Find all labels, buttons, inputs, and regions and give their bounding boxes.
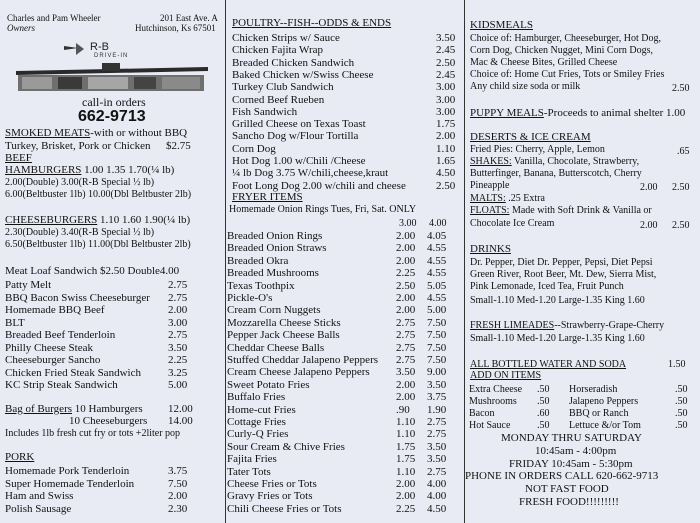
item-price-small: 2.25 (396, 502, 416, 515)
item-price: 3.00 (168, 316, 188, 329)
list-item (226, 416, 462, 428)
item-name: Tater Tots (227, 465, 271, 478)
addon-name: Hot Sauce (469, 420, 511, 431)
item-price-small: 2.00 (396, 391, 416, 404)
list-item (232, 106, 458, 118)
item-price: 2.00 (168, 490, 188, 502)
list-item (5, 465, 188, 477)
item-price: 3.00 (436, 93, 456, 106)
list-item (5, 502, 188, 515)
addon-price: .50 (537, 384, 550, 395)
beef-heading: BEEF (5, 152, 32, 164)
addon-price: .50 (537, 420, 550, 431)
item-price-small: 2.75 (396, 354, 416, 366)
item-name: Cheese Fries or Tots (227, 478, 317, 490)
list-item (226, 292, 462, 304)
list-item (226, 304, 462, 316)
bottled-price: 1.50 (668, 359, 686, 370)
item-price-large: 3.75 (427, 391, 447, 404)
puppy-meals-line: PUPPY MEALS-Proceeds to animal shelter 1.00 (470, 107, 686, 119)
item-price-large: 3.50 (427, 453, 447, 466)
item-price-small: 2.75 (396, 329, 416, 342)
item-name: Cheddar Cheese Balls (227, 341, 325, 354)
drinks-heading: DRINKS (470, 243, 511, 255)
list-item (226, 242, 462, 254)
smoked-meats-price: $2.75 (166, 140, 191, 152)
item-name: Sancho Dog w/Flour Tortilla (232, 130, 359, 143)
item-name: Stuffed Cheddar Jalapeno Peppers (227, 354, 379, 366)
item-name: Breaded Okra (227, 254, 289, 267)
bag-price2: 14.00 (168, 415, 193, 427)
list-item (226, 441, 462, 453)
item-price-large: 7.50 (427, 341, 447, 354)
item-price-small: 3.50 (396, 366, 416, 379)
item-name: Ham and Swiss (5, 490, 74, 502)
item-name: Gravy Fries or Tots (227, 490, 313, 503)
list-item (226, 428, 462, 440)
list-item (232, 155, 458, 167)
drinks-sizes: Small-1.10 Med-1.20 Large-1.35 King 1.60 (470, 295, 645, 306)
hamburgers-line1: HAMBURGERS 1.00 1.35 1.70(¼ lb) (5, 164, 175, 176)
item-price-small: 1.10 (396, 416, 416, 428)
item-price-large: 4.55 (427, 242, 447, 255)
list-item (465, 384, 700, 396)
item-name: Buffalo Fries (227, 391, 286, 404)
item-price-small: 2.00 (396, 304, 416, 317)
list-item (226, 267, 462, 279)
list-item (5, 354, 188, 366)
bag-of-burgers-line1: Bag of Burgers 10 Hamburgers (5, 403, 143, 415)
item-price: 3.75 (168, 465, 188, 477)
item-name: Pickle-O's (227, 292, 273, 304)
item-name: Breaded Beef Tenderloin (5, 329, 116, 341)
item-name: Philly Cheese Steak (5, 341, 93, 354)
item-price: 2.00 (436, 130, 456, 143)
fryer-first-price1: 3.00 (399, 218, 417, 229)
item-price-large: 7.50 (427, 316, 447, 329)
addon-price: .50 (675, 408, 688, 419)
smoked-meats-line: Turkey, Brisket, Pork or Chicken (5, 140, 151, 152)
item-name: Breaded Onion Rings (227, 230, 323, 242)
hours-line2: 10:45am - 4:00pm (535, 445, 617, 457)
list-item (226, 391, 462, 403)
list-item (232, 94, 458, 106)
kids-line1: Choice of: Hamburger, Cheeseburger, Hot Dog, (470, 33, 662, 44)
not-fast-food: NOT FAST FOOD (525, 483, 609, 495)
list-item (5, 304, 188, 316)
item-name: Breaded Mushrooms (227, 267, 319, 280)
item-price-large: 3.50 (427, 378, 447, 391)
addon-name: Bacon (469, 408, 495, 419)
item-price-small: 2.00 (396, 242, 416, 255)
item-price-small: 2.75 (396, 316, 416, 329)
item-price: 2.50 (436, 179, 456, 192)
cheeseburgers-line2: 2.30(Double) 3.40(R-B Special ½ lb) (5, 227, 155, 238)
addon-name: Lettuce &/or Tom (569, 420, 641, 431)
item-name: Curly-Q Fries (227, 428, 289, 441)
list-item (5, 490, 188, 502)
drinks-line1: Dr. Pepper, Diet Dr. Pepper, Pepsi, Diet Pepsi (470, 257, 653, 268)
item-price-large: 4.00 (427, 478, 447, 490)
item-price-small: 2.00 (396, 254, 416, 267)
fryer-note: Homemade Onion Rings Tues, Fri, Sat. ONLY (229, 204, 417, 215)
address-line1: 201 East Ave. A (160, 13, 218, 23)
item-price-large: 7.50 (427, 329, 447, 342)
list-item (232, 44, 458, 56)
list-item (226, 317, 462, 329)
item-name: Corned Beef Rueben (232, 93, 325, 106)
list-item (232, 143, 458, 155)
shakes-line2: Butterfinger, Banana, Butterscotch, Cherry (470, 168, 642, 179)
item-name: ¼ lb Dog 3.75 W/chili,cheese,kraut (232, 167, 389, 180)
item-name: Grilled Cheese on Texas Toast (232, 118, 366, 131)
addon-price: .50 (675, 384, 688, 395)
item-name: KC Strip Steak Sandwich (5, 379, 118, 391)
shakes-price1: 2.00 (640, 182, 658, 193)
cheeseburgers-line1: CHEESEBURGERS 1.10 1.60 1.90(¼ lb) (5, 214, 191, 226)
list-item (226, 366, 462, 378)
item-price: 2.00 (168, 304, 188, 316)
addon-price: .50 (537, 396, 550, 407)
item-name: Chicken Strips w/ Sauce (232, 32, 340, 44)
hamburgers-line2: 2.00(Double) 3.00(R-B Special ½ lb) (5, 177, 155, 188)
item-name: Hot Dog 1.00 w/Chili /Cheese (232, 155, 366, 167)
item-name: Sweet Potato Fries (227, 378, 310, 391)
item-price: 1.65 (436, 155, 456, 167)
item-name: Cream Cheese Jalapeno Peppers (227, 366, 370, 379)
fresh-food: FRESH FOOD!!!!!!!!! (519, 496, 619, 508)
bottled-heading: ALL BOTTLED WATER AND SODA (470, 359, 627, 370)
meat-loaf-line: Meat Loaf Sandwich $2.50 Double4.00 (5, 265, 180, 277)
owners-label: Owners (7, 23, 36, 33)
limeades-sizes: Small-1.10 Med-1.20 Large-1.35 King 1.60 (470, 333, 645, 344)
list-item (5, 341, 188, 354)
item-name: Fish Sandwich (232, 105, 298, 118)
shakes-line3: Pineapple (470, 180, 510, 191)
call-in-label: call-in orders (82, 95, 146, 109)
kidsmeals-heading: KIDSMEALS (470, 19, 533, 31)
item-name: Mozzarella Cheese Sticks (227, 316, 341, 329)
drinks-line2: Green River, Root Beer, Mt. Dew, Sierra Mist, (470, 269, 657, 280)
kids-line5: Any child size soda or milk (470, 81, 581, 92)
list-item (232, 180, 458, 192)
list-item (465, 408, 700, 420)
list-item (226, 280, 462, 292)
item-name: Chili Cheese Fries or Tots (227, 502, 342, 515)
addon-name: Jalapeno Peppers (569, 396, 639, 407)
item-price: 3.25 (168, 366, 188, 379)
list-item (226, 255, 462, 267)
item-price: 7.50 (168, 477, 188, 490)
item-name: Fajita Fries (227, 453, 277, 466)
list-item (232, 32, 458, 44)
list-item (226, 354, 462, 366)
item-price-small: 2.00 (396, 490, 416, 503)
item-price: 4.50 (436, 167, 456, 180)
item-price-large: 3.50 (427, 440, 447, 453)
fried-pies-price: .65 (677, 146, 690, 157)
list-item (226, 379, 462, 391)
item-name: Cheeseburger Sancho (5, 354, 101, 366)
item-price: 3.50 (436, 32, 456, 44)
item-price: 1.10 (436, 142, 456, 155)
item-name: Baked Chicken w/Swiss Cheese (232, 68, 374, 81)
item-name: Cottage Fries (227, 416, 286, 428)
hamburgers-line3: 6.00(Beltbuster 1lb) 10.00(Dbl Beltbuster 2lb) (5, 189, 192, 200)
item-price-large: 4.55 (427, 254, 447, 267)
item-price: 2.75 (168, 291, 188, 304)
floats-price2: 2.50 (672, 220, 690, 231)
item-name: Cream Corn Nuggets (227, 304, 321, 317)
item-price-small: .90 (396, 403, 410, 416)
item-price-large: 2.75 (427, 416, 447, 428)
addon-heading: ADD ON ITEMS (470, 370, 542, 381)
list-item (232, 130, 458, 142)
item-price-large: 4.55 (427, 267, 447, 280)
list-item (226, 329, 462, 341)
list-item (226, 478, 462, 490)
list-item (232, 118, 458, 130)
address-line2: Hutchinson, Ks 67501 (135, 23, 216, 33)
item-name: Home-cut Fries (227, 403, 296, 416)
desserts-heading: DESERTS & ICE CREAM (470, 131, 591, 143)
list-item (226, 342, 462, 354)
floats-line1: FLOATS: Made with Soft Drink & Vanilla or (470, 205, 652, 216)
item-price-small: 1.75 (396, 440, 416, 453)
item-name: Breaded Onion Straws (227, 242, 327, 255)
fried-pies-line: Fried Pies: Cherry, Apple, Lemon (470, 144, 605, 155)
item-price-large: 1.90 (427, 403, 447, 416)
list-item (226, 466, 462, 478)
list-item (232, 57, 458, 69)
item-price-small: 1.10 (396, 465, 416, 478)
floats-line2: Chocolate Ice Cream (470, 218, 555, 229)
item-name: Texas Toothpix (227, 279, 295, 292)
item-price-large: 9.00 (427, 366, 447, 379)
item-name: Chicken Fajita Wrap (232, 44, 323, 57)
addon-name: Mushrooms (469, 396, 517, 407)
cheeseburgers-line3: 6.50(Beltbuster 1lb) 11.00(Dbl Beltbuster 2lb) (5, 239, 191, 250)
list-item (5, 379, 188, 391)
addon-name: Extra Cheese (469, 384, 523, 395)
list-item (232, 69, 458, 81)
item-price-large: 2.75 (427, 428, 447, 441)
addon-price: .60 (537, 408, 550, 419)
hours-line3: FRIDAY 10:45am - 5:30pm (509, 458, 633, 470)
logo-sub: DRIVE-IN (94, 53, 129, 58)
smoked-meats-heading: SMOKED MEATS-with or without BBQ (5, 127, 188, 139)
limeades-line: FRESH LIMEADES--Strawberry-Grape-Cherry (470, 320, 665, 331)
item-price-small: 2.75 (396, 341, 416, 354)
list-item (226, 404, 462, 416)
logo-text: R-B (90, 41, 109, 53)
addon-name: BBQ or Ranch (569, 408, 629, 419)
kids-line3: Mac & Cheese Bites, Grilled Cheese (470, 57, 618, 68)
item-price: 2.75 (168, 329, 188, 341)
kids-line4: Choice of: Home Cut Fries, Tots or Smiley Fries (470, 69, 665, 80)
addon-name: Horseradish (569, 384, 618, 395)
item-price-small: 2.25 (396, 267, 416, 280)
item-name: Homemade Pork Tenderloin (5, 465, 130, 477)
list-item (465, 420, 700, 432)
kids-price: 2.50 (672, 83, 690, 94)
item-price-large: 4.55 (427, 292, 447, 304)
item-name: Homemade BBQ Beef (5, 304, 105, 316)
addon-price: .50 (675, 420, 688, 431)
bag-price1: 12.00 (168, 403, 193, 415)
malts-line: MALTS: .25 Extra (470, 193, 545, 204)
item-price: 3.00 (436, 81, 456, 94)
list-item (226, 453, 462, 465)
phone-number: 662-9713 (78, 108, 146, 125)
item-name: BBQ Bacon Swiss Cheeseburger (5, 291, 150, 304)
list-item (226, 490, 462, 502)
item-price-large: 5.00 (427, 304, 447, 317)
item-name: Chicken Fried Steak Sandwich (5, 366, 141, 379)
list-item (5, 291, 188, 304)
drinks-line3: Pink Lemonade, Iced Tea, Fruit Punch (470, 281, 624, 292)
owners-name: Charles and Pam Wheeler (7, 13, 101, 23)
addon-price: .50 (675, 396, 688, 407)
item-price: 2.45 (436, 44, 456, 57)
list-item (5, 279, 188, 291)
item-price-small: 1.75 (396, 453, 416, 466)
list-item (226, 230, 462, 242)
bag-of-burgers-line2: 10 Cheeseburgers (69, 415, 148, 427)
list-item (5, 366, 188, 379)
phone-in-line: PHONE IN ORDERS CALL 620-662-9713 (465, 470, 659, 482)
item-price-small: 2.00 (396, 230, 416, 242)
item-price: 2.45 (436, 68, 456, 81)
poultry-heading: POULTRY--FISH--ODDS & ENDS (232, 17, 392, 29)
item-name: Patty Melt (5, 279, 52, 291)
item-price-small: 2.00 (396, 292, 416, 304)
kids-line2: Corn Dog, Chicken Nugget, Mini Corn Dogs, (470, 45, 654, 56)
list-item (5, 477, 188, 490)
floats-price1: 2.00 (640, 220, 658, 231)
fryer-first-price2: 4.00 (429, 218, 447, 229)
fryer-heading: FRYER ITEMS (232, 191, 303, 203)
item-price-large: 7.50 (427, 354, 447, 366)
item-name: Pepper Jack Cheese Balls (227, 329, 340, 342)
list-item (232, 81, 458, 93)
item-price-large: 5.05 (427, 279, 447, 292)
rb-logo-icon (62, 40, 152, 58)
pork-heading: PORK (5, 451, 35, 463)
bag-note: Includes 1lb fresh cut fry or tots +2liter pop (5, 428, 181, 439)
item-name: Breaded Chicken Sandwich (232, 56, 355, 69)
item-name: Foot Long Dog 2.00 w/chili and cheese (232, 179, 406, 192)
list-item (226, 503, 462, 515)
item-price: 2.30 (168, 502, 188, 515)
item-price-large: 2.75 (427, 465, 447, 478)
item-name: Super Homemade Tenderloin (5, 477, 135, 490)
middle-column (225, 0, 465, 523)
item-price-small: 1.10 (396, 428, 416, 441)
item-price: 3.00 (436, 105, 456, 118)
drive-in-building-icon (12, 63, 212, 93)
item-price-large: 4.05 (427, 230, 447, 242)
item-price-small: 2.00 (396, 378, 416, 391)
item-name: BLT (5, 316, 25, 329)
item-price-large: 4.00 (427, 490, 447, 503)
list-item (5, 329, 188, 341)
item-price: 5.00 (168, 379, 188, 391)
item-name: Corn Dog (232, 142, 276, 155)
item-price: 1.75 (436, 118, 456, 131)
list-item (5, 316, 188, 329)
list-item (465, 396, 700, 408)
hours-line1: MONDAY THRU SATURDAY (501, 432, 642, 444)
item-name: Polish Sausage (5, 502, 72, 515)
item-price: 2.25 (168, 354, 188, 366)
list-item (232, 167, 458, 179)
item-price-large: 4.50 (427, 502, 447, 515)
item-name: Turkey Club Sandwich (232, 81, 334, 94)
item-price: 2.50 (436, 56, 456, 69)
shakes-price2: 2.50 (672, 182, 690, 193)
item-name: Sour Cream & Chive Fries (227, 440, 345, 453)
item-price: 2.75 (168, 279, 188, 291)
item-price-small: 2.00 (396, 478, 416, 490)
item-price: 3.50 (168, 341, 188, 354)
item-price-small: 2.50 (396, 279, 416, 292)
shakes-line1: SHAKES: Vanilla, Chocolate, Strawberry, (470, 156, 640, 167)
